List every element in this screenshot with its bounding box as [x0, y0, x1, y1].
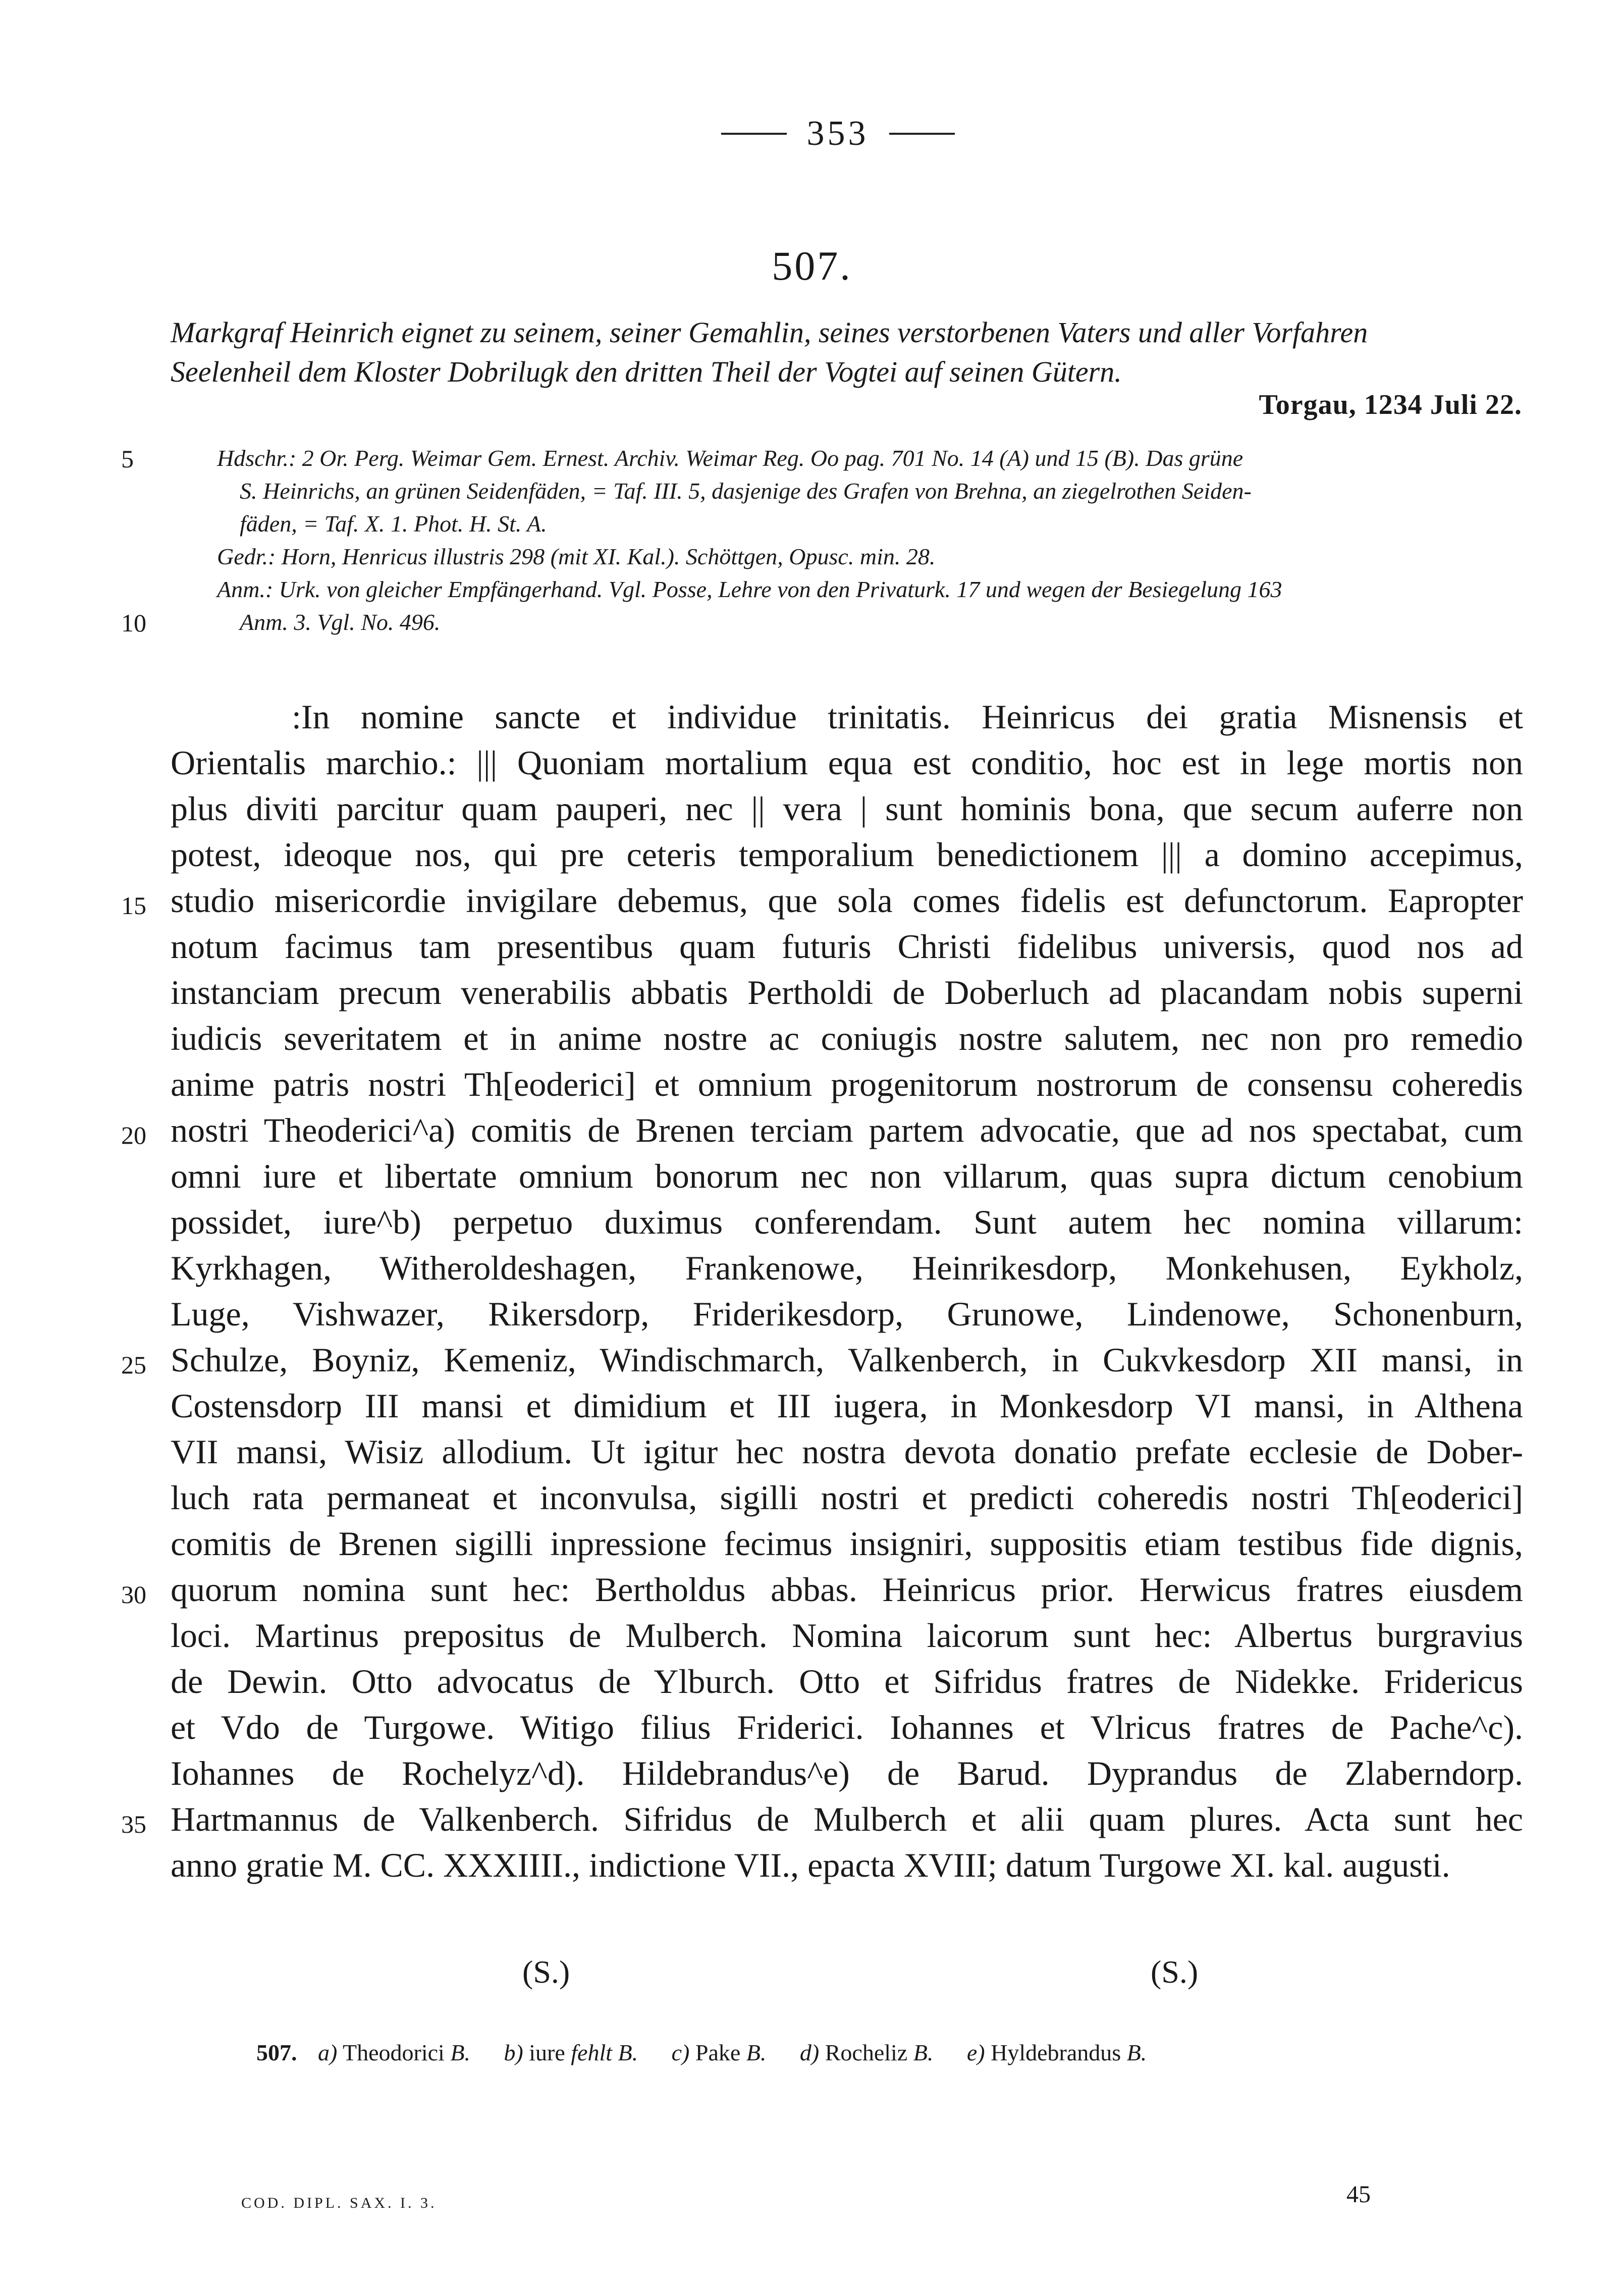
line-number: 5 [121, 445, 134, 473]
text-line: :In nomine sancte et individue trinitatis. Heinricus dei gratia Misnensis et [292, 698, 1523, 736]
text-line: Orientalis marchio.: ||| Quoniam mortalium equa est conditio, hoc est in lege mortis non [171, 743, 1523, 782]
page-number: 353 [806, 114, 869, 153]
header-rule-right [889, 133, 955, 135]
volume-signature: COD. DIPL. SAX. I. 3. [241, 2195, 437, 2211]
apparatus-mark: a) [318, 2040, 338, 2065]
text-line: comitis de Brenen sigilli inpressione fecimus insigniri, suppositis etiam testibus fide dignis, [171, 1524, 1523, 1563]
text-line: Iohannes de Rochelyz^d). Hildebrandus^e) de Barud. Dyprandus de Zlaberndorp. [171, 1754, 1523, 1792]
text-line: Luge, Vishwazer, Rikersdorp, Friderikesdorp, Grunowe, Lindenowe, Schonenburn, [171, 1295, 1523, 1333]
source-notes [217, 442, 1529, 639]
apparatus-item [318, 2040, 470, 2065]
regest [171, 313, 1523, 392]
text-line: loci. Martinus prepositus de Mulberch. Nomina laicorum sunt hec: Albertus burgravius [171, 1616, 1523, 1655]
text-line: potest, ideoque nos, qui pre ceteris temporalium benedictionem ||| a domino accepimus, [171, 835, 1523, 874]
apparatus-reading: Theodorici [343, 2040, 445, 2065]
apparatus-siglum: B. [746, 2040, 767, 2065]
regest-line: Seelenheil dem Kloster Dobrilugk den dritten Theil der Vogtei auf seinen Gütern. [171, 355, 1122, 388]
line-number: 10 [121, 609, 146, 637]
seal-left: (S.) [522, 1954, 570, 1990]
apparatus-siglum: B. [913, 2040, 934, 2065]
text-line: VII mansi, Wisiz allodium. Ut igitur hec nostra devota donatio prefate ecclesie de Dober- [171, 1432, 1523, 1471]
apparatus-number: 507. [256, 2040, 297, 2065]
text-line: studio misericordie invigilare debemus, que sola comes fidelis est defunctorum. Eapropter [171, 881, 1523, 920]
line-number: 20 [121, 1121, 146, 1149]
line-number: 25 [121, 1351, 146, 1379]
apparatus-mark: b) [504, 2040, 523, 2065]
apparatus-item [672, 2040, 767, 2065]
note-line: Gedr.: Horn, Henricus illustris 298 (mit XI. Kal.). Schöttgen, Opusc. min. 28. [217, 544, 936, 569]
apparatus-item [504, 2040, 638, 2065]
note-line: S. Heinrichs, an grünen Seidenfäden, = Taf. III. 5, dasjenige des Grafen von Brehna, an ziegelrothen Seiden- [240, 478, 1252, 504]
critical-apparatus [256, 2039, 1417, 2066]
charter-text [171, 694, 1523, 1888]
text-line: plus diviti parcitur quam pauperi, nec || vera | sunt hominis bona, que secum auferre non [171, 789, 1523, 828]
note-line: Hdschr.: 2 Or. Perg. Weimar Gem. Ernest. Archiv. Weimar Reg. Oo pag. 701 No. 14 (A) und 15 (B). Das grüne [217, 445, 1243, 471]
apparatus-siglum: B. [450, 2040, 470, 2065]
text-line: omni iure et libertate omnium bonorum nec non villarum, quas supra dictum cenobium [171, 1157, 1523, 1195]
text-line: de Dewin. Otto advocatus de Ylburch. Otto et Sifridus fratres de Nidekke. Fridericus [171, 1662, 1523, 1701]
seal-right: (S.) [1151, 1954, 1199, 1990]
sheet-number: 45 [1346, 2181, 1371, 2208]
text-line: Kyrkhagen, Witheroldeshagen, Frankenowe, Heinrikesdorp, Monkehusen, Eykholz, [171, 1249, 1523, 1287]
apparatus-reading: iure [529, 2040, 565, 2065]
line-number: 35 [121, 1810, 146, 1838]
page-header [676, 114, 999, 154]
line-number: 15 [121, 891, 146, 920]
apparatus-siglum: B. [1126, 2040, 1147, 2065]
note-line: fäden, = Taf. X. 1. Phot. H. St. A. [240, 511, 547, 537]
apparatus-mark: e) [966, 2040, 985, 2065]
text-line: Schulze, Boyniz, Kemeniz, Windischmarch, Valkenberch, in Cukvkesdorp XII mansi, in [171, 1341, 1523, 1379]
apparatus-reading: Rocheliz [825, 2040, 908, 2065]
apparatus-siglum: fehlt B. [571, 2040, 638, 2065]
text-line: iudicis severitatem et in anime nostre ac coniugis nostre salutem, nec non pro remedio [171, 1019, 1523, 1057]
text-line: notum facimus tam presentibus quam futuris Christi fidelibus universis, quod nos ad [171, 927, 1523, 966]
text-line: possidet, iure^b) perpetuo duximus conferendam. Sunt autem hec nomina villarum: [171, 1203, 1523, 1241]
apparatus-item [800, 2040, 933, 2065]
document-number: 507. [772, 243, 852, 289]
text-line: anime patris nostri Th[eoderici] et omnium progenitorum nostrorum de consensu coheredis [171, 1065, 1523, 1103]
apparatus-mark: c) [671, 2040, 690, 2065]
text-line: Costensdorp III mansi et dimidium et III iugera, in Monkesdorp VI mansi, in Althena [171, 1387, 1523, 1425]
header-rule-left [721, 133, 787, 135]
text-line: anno gratie M. CC. XXXIIII., indictione VII., epacta XVIII; datum Turgowe XI. kal. augusti. [171, 1846, 1450, 1884]
text-line: nostri Theoderici^a) comitis de Brenen terciam partem advocatie, que ad nos spectabat, cum [171, 1111, 1523, 1149]
apparatus-reading: Hyldebrandus [991, 2040, 1121, 2065]
apparatus-item [967, 2040, 1147, 2065]
text-line: luch rata permaneat et inconvulsa, sigilli nostri et predicti coheredis nostri Th[eoderici] [171, 1478, 1523, 1517]
text-line: et Vdo de Turgowe. Witigo filius Friderici. Iohannes et Vlricus fratres de Pache^c). [171, 1708, 1523, 1746]
text-line: instanciam precum venerabilis abbatis Pertholdi de Doberluch ad placandam nobis superni [171, 973, 1523, 1012]
text-line: quorum nomina sunt hec: Bertholdus abbas. Heinricus prior. Herwicus fratres eiusdem [171, 1570, 1523, 1609]
apparatus-mark: d) [799, 2040, 820, 2065]
line-number: 30 [121, 1580, 146, 1609]
regest-line: Markgraf Heinrich eignet zu seinem, seiner Gemahlin, seines verstorbenen Vaters und aller Vorfahren [171, 316, 1368, 349]
place-date: Torgau, 1234 Juli 22. [1259, 389, 1522, 420]
apparatus-reading: Pake [695, 2040, 741, 2065]
note-line: Anm. 3. Vgl. No. 496. [240, 609, 441, 635]
text-line: Hartmannus de Valkenberch. Sifridus de Mulberch et alii quam plures. Acta sunt hec [171, 1800, 1523, 1838]
note-line: Anm.: Urk. von gleicher Empfängerhand. Vgl. Posse, Lehre von den Privaturk. 17 und wegen der Besiegelung 163 [217, 576, 1282, 602]
